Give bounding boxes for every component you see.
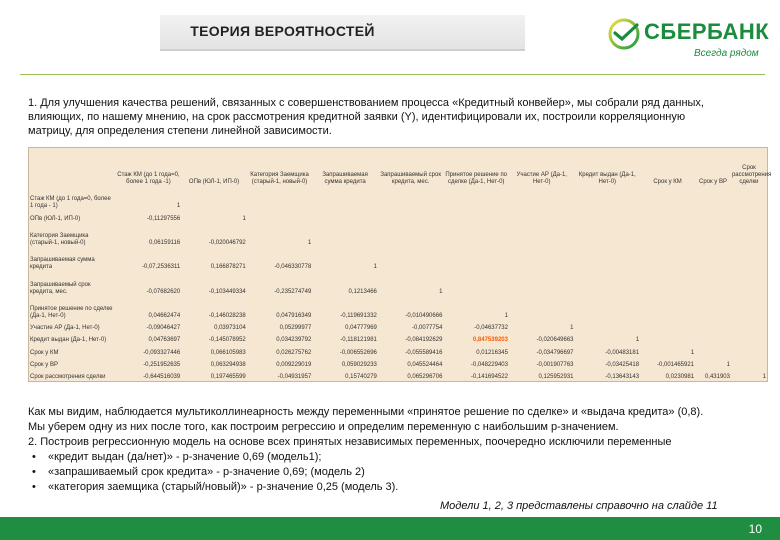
row-label: ОПв (ЮЛ-1, ИП-0) <box>30 215 81 222</box>
correlation-cell <box>695 344 731 356</box>
correlation-cell: 1 <box>307 239 312 246</box>
correlation-cell: -0,07,2536311 <box>141 264 181 271</box>
correlation-cell: -0,00483181 <box>605 349 640 356</box>
correlation-cell: 0,847539203 <box>472 337 508 344</box>
correlation-cell: -0,141694522 <box>470 374 508 380</box>
correlation-cell <box>247 186 313 210</box>
correlation-cell: -0,145078952 <box>208 337 246 344</box>
correlation-cell: -0,103449334 <box>208 288 246 295</box>
table-row <box>29 271 767 295</box>
correlation-cell: 0,0230981 <box>665 374 695 380</box>
correlation-cell: 0,04763697 <box>148 337 181 344</box>
correlation-cell <box>695 210 731 222</box>
table-row <box>29 344 767 356</box>
row-label: Запрашиваемый срок кредита, мес. <box>30 281 91 295</box>
correlation-cell: -0,09046427 <box>146 325 181 332</box>
correlation-cell <box>575 223 641 247</box>
bullet-icon: • <box>32 481 36 493</box>
title-bar <box>160 15 525 51</box>
correlation-cell: -0,006552696 <box>339 349 377 356</box>
correlation-cell: -0,04637732 <box>474 325 508 332</box>
correlation-cell <box>509 210 575 222</box>
table-row <box>29 369 767 381</box>
correlation-cell: 1 <box>726 361 730 368</box>
page-number: 10 <box>748 522 762 536</box>
correlation-cell <box>640 271 695 295</box>
correlation-cell: 0,009229019 <box>276 361 312 368</box>
correlation-cell: -0,020046792 <box>208 239 246 246</box>
correlation-cell: -0,13643143 <box>605 374 640 380</box>
correlation-cell <box>312 210 378 222</box>
row-label: Категория Заемщика (старый-1, новый-0) <box>30 232 89 246</box>
header-corner-cell <box>29 148 116 186</box>
correlation-cell: -0,001465921 <box>656 361 695 368</box>
correlation-cell: -0,03425418 <box>605 361 640 368</box>
column-header: Запрашиваемая сумма кредита <box>322 172 368 185</box>
correlation-cell <box>509 247 575 271</box>
correlation-cell: -0,010490666 <box>405 313 443 320</box>
footer-bar <box>0 517 780 540</box>
correlation-cell: -0,118121981 <box>340 337 377 344</box>
row-label: Кредит выдан (Да-1, Нет-0) <box>30 337 107 344</box>
bullet-item <box>28 465 768 480</box>
correlation-cell <box>695 332 731 344</box>
column-header: Категория Заемщика (старый-1, новый-0) <box>250 172 309 185</box>
column-header: Участие АР (Да-1, Нет-0) <box>516 172 567 185</box>
correlation-cell <box>695 320 731 332</box>
correlation-table <box>29 148 772 381</box>
conclusion-line-1: Как мы видим, наблюдается мультиколлинеарность между переменными «принятое решение по сделке» и «выдача кредита» (0,8). <box>28 406 704 418</box>
bullet-text: «кредит выдан (да/нет)» - p-значение 0,69 (модель1); <box>48 451 322 463</box>
correlation-cell: 0,125952931 <box>538 374 574 380</box>
conclusion-text <box>28 405 768 495</box>
bullet-item <box>28 480 768 495</box>
correlation-cell: 0,05299977 <box>279 325 312 332</box>
bullet-text: «запрашиваемый срок кредита» - p-значение 0,69; (модель 2) <box>48 466 365 478</box>
column-header: Кредит выдан (Да-1, Нет-0) <box>578 172 636 185</box>
table-row <box>29 357 767 369</box>
correlation-cell: 1 <box>762 374 766 380</box>
correlation-cell: -0,146028238 <box>208 313 246 320</box>
correlation-cell: -0,119691332 <box>340 313 377 320</box>
table-body <box>29 186 767 381</box>
correlation-cell: 1 <box>570 325 574 332</box>
sberbank-emblem-icon <box>608 18 640 50</box>
correlation-cell: -0,04931957 <box>277 374 312 380</box>
correlation-cell: -0,001907763 <box>536 361 574 368</box>
bullet-icon: • <box>32 466 36 478</box>
page-title: ТЕОРИЯ ВЕРОЯТНОСТЕЙ <box>190 23 375 39</box>
bullet-item <box>28 450 768 465</box>
correlation-cell: -0,235274749 <box>274 288 312 295</box>
correlation-cell <box>443 247 509 271</box>
correlation-cell <box>695 271 731 295</box>
correlation-cell <box>731 223 767 247</box>
correlation-cell: -0,07682620 <box>146 288 181 295</box>
correlation-cell <box>181 186 247 210</box>
correlation-cell: 0,026275762 <box>276 349 312 356</box>
column-header: Стаж КМ (до 1 года=0, более 1 года -1) <box>117 172 180 185</box>
correlation-cell: 0,166878271 <box>210 264 246 271</box>
correlation-cell: -0,093327446 <box>143 349 181 356</box>
header-divider <box>20 74 765 75</box>
bullet-icon: • <box>32 451 36 463</box>
correlation-cell <box>575 210 641 222</box>
correlation-cell: 0,04777969 <box>345 325 377 332</box>
logo-name: СБЕРБАНК <box>644 19 770 44</box>
correlation-cell: 0,1213466 <box>348 288 377 295</box>
correlation-cell <box>443 271 509 295</box>
correlation-cell <box>731 332 767 344</box>
correlation-cell <box>378 247 444 271</box>
correlation-cell: 1 <box>690 349 695 356</box>
column-header: Срок у КМ <box>653 179 682 185</box>
correlation-cell: -0,048229403 <box>470 361 508 368</box>
correlation-cell: 0,197465599 <box>210 374 246 380</box>
correlation-cell <box>640 247 695 271</box>
correlation-cell: -0,046330778 <box>274 264 312 271</box>
correlation-cell: 0,047916349 <box>276 313 312 320</box>
correlation-cell <box>695 223 731 247</box>
row-label: Срок рассмотрения сделки <box>30 374 106 380</box>
correlation-cell: 0,034239792 <box>276 337 312 344</box>
correlation-cell <box>575 271 641 295</box>
correlation-cell: 0,063294938 <box>210 361 246 368</box>
correlation-cell <box>443 210 509 222</box>
correlation-cell: -0,020649663 <box>536 337 574 344</box>
correlation-cell <box>575 186 641 210</box>
column-header: Срок у ВР <box>699 179 727 185</box>
correlation-cell <box>312 223 378 247</box>
correlation-cell: -0,11297556 <box>146 215 181 222</box>
correlation-cell: 0,431903 <box>704 374 730 380</box>
correlation-cell <box>731 271 767 295</box>
row-label: Принятое решение по сделке (Да-1, Нет-0) <box>30 306 113 320</box>
correlation-cell: 0,06159116 <box>148 239 181 246</box>
correlation-cell: 1 <box>439 288 443 295</box>
correlation-cell: -0,055589416 <box>405 349 443 356</box>
table-row <box>29 332 767 344</box>
column-header: Запрашиваемый срок кредита, мес. <box>380 172 441 185</box>
correlation-cell <box>640 186 695 210</box>
correlation-cell: -0,251952635 <box>143 361 181 368</box>
correlation-cell <box>640 320 695 332</box>
correlation-cell <box>575 320 641 332</box>
row-label: Срок у КМ <box>30 349 59 356</box>
logo-slogan: Всегда рядом <box>694 48 759 59</box>
correlation-cell: -0,084192629 <box>405 337 443 344</box>
correlation-cell: -0,0077754 <box>412 325 443 332</box>
conclusion-line-2: Мы уберем одну из них после того, как построим регрессию и определим переменную с наибольшим p-значением. <box>28 421 619 433</box>
column-header: Принятое решение по сделке (Да-1, Нет-0) <box>445 172 508 185</box>
correlation-cell <box>695 186 731 210</box>
correlation-cell: 1 <box>242 215 246 222</box>
sberbank-logo <box>606 16 770 64</box>
correlation-cell <box>640 332 695 344</box>
conclusion-line-3: 2. Построив регрессионную модель на основе всех принятых независимых переменных, поочередно исключили переменные <box>28 436 672 448</box>
correlation-cell <box>575 296 641 320</box>
correlation-cell <box>731 210 767 222</box>
correlation-cell <box>640 210 695 222</box>
table-header-row <box>29 148 767 186</box>
table-row <box>29 320 767 332</box>
correlation-cell: 0,15740279 <box>345 374 377 380</box>
correlation-cell <box>509 296 575 320</box>
correlation-cell <box>378 210 444 222</box>
correlation-cell: 1 <box>176 203 181 210</box>
correlation-cell: 0,01216345 <box>476 349 508 356</box>
correlation-cell <box>731 320 767 332</box>
correlation-cell <box>731 357 767 369</box>
table-row <box>29 247 767 271</box>
correlation-cell <box>312 186 378 210</box>
row-label: Срок у ВР <box>30 361 58 368</box>
correlation-cell: 0,059029233 <box>341 361 377 368</box>
correlation-cell <box>575 247 641 271</box>
row-label: Стаж КМ (до 1 года=0, более 1 года - 1) <box>30 196 111 210</box>
correlation-cell: 0,065296706 <box>407 374 443 380</box>
correlation-cell: 0,04662474 <box>148 313 181 320</box>
correlation-cell <box>378 223 444 247</box>
table-row <box>29 186 767 210</box>
correlation-cell <box>640 223 695 247</box>
correlation-cell: 0,066105983 <box>210 349 246 356</box>
correlation-cell <box>640 296 695 320</box>
correlation-cell <box>731 344 767 356</box>
correlation-cell: 0,045524464 <box>407 361 443 368</box>
correlation-matrix <box>28 147 772 382</box>
correlation-cell <box>509 271 575 295</box>
table-row <box>29 223 767 247</box>
correlation-cell: -0,034796697 <box>536 349 574 356</box>
correlation-cell <box>378 186 444 210</box>
correlation-cell: -0,644516039 <box>143 374 181 380</box>
correlation-cell <box>731 247 767 271</box>
correlation-cell: 0,03973104 <box>214 325 246 332</box>
footnote: Модели 1, 2, 3 представлены справочно на слайде 11 <box>440 500 718 512</box>
correlation-cell: 1 <box>635 337 640 344</box>
row-label: Запрашиваемая сумма кредита <box>30 257 95 271</box>
correlation-cell <box>695 247 731 271</box>
correlation-cell: 1 <box>504 313 508 320</box>
correlation-cell <box>443 186 509 210</box>
column-header: Срок рассмотрения сделки <box>731 165 772 185</box>
correlation-cell <box>695 296 731 320</box>
column-header: ОПв (ЮЛ-1, ИП-0) <box>188 179 240 185</box>
correlation-cell <box>731 296 767 320</box>
intro-paragraph: 1. Для улучшения качества решений, связанных с совершенствованием процесса «Кредитный конвейер», мы собрали ряд данных, влияющих, по нашему мнению, на срок рассмотрения кредитной заявки (Y), идентифицировали их, построили корреляционную матрицу, для определения степени линейной зависимости. <box>28 97 704 137</box>
correlation-cell <box>247 210 313 222</box>
bullet-text: «категория заемщика (старый/новый)» - p-значение 0,25 (модель 3). <box>48 481 399 493</box>
correlation-cell <box>509 223 575 247</box>
correlation-cell <box>509 186 575 210</box>
table-row <box>29 210 767 222</box>
correlation-cell <box>443 223 509 247</box>
row-label: Участие АР (Да-1, Нет-0) <box>30 325 100 332</box>
table-row <box>29 296 767 320</box>
correlation-cell: 1 <box>373 264 377 271</box>
correlation-cell <box>731 186 767 210</box>
